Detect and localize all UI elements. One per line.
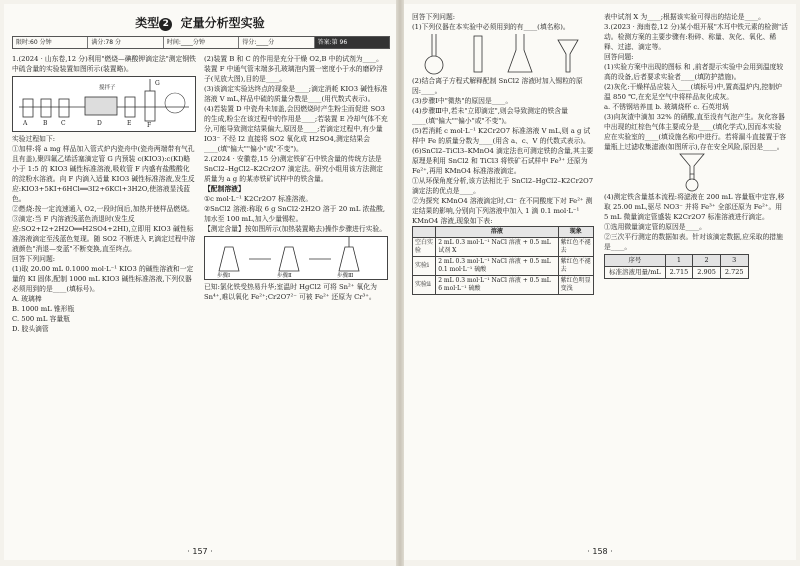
q2-s1: (1)下列仪器在本实验中必须用到的有____(填名称)。 [412,23,570,31]
table-cell: 紫红色明显变浅 [558,276,593,295]
q2-answer-title: 回答下列问题: [412,13,456,21]
label-b: B [43,120,48,127]
table-cell: 实验ⅱ [413,276,436,295]
glassware-figure [412,32,594,76]
glassware-diagram [412,32,594,76]
q2-s6b: ②为探究 KMnO4 溶液滴定时,Cl⁻ 在不同酸度下对 Fe²⁺ 测定结果的影响,分别向下列溶液中加入 1 滴 0.1 mol·L⁻¹ KMnO4 溶液,现象如下表: [412,197,593,225]
section-number-badge: 2 [159,18,172,31]
label-g: G [155,80,160,87]
page-number-right: · 158 · [587,547,613,556]
score: 得分:____分 [239,37,314,48]
q3-t2: (2)灰化:干燥样品应装入____(填标号)中,置高温炉内,控制炉温 850 ℃,在充足空气中将样品灰化成灰。 [604,83,782,101]
table-row [413,276,594,295]
table-cell: 紫红色不褪去 [558,238,593,257]
data-cell: 2.715 [665,267,693,279]
answer-ref: 答案:第 96 [315,37,389,48]
q3-t4: (4)测定铁含量基本流程:将滤液在 200 mL 容量瓶中定容,移取 25.00 mL,驱尽 NO3⁻ 并将 Fe³⁺ 全部还原为 Fe²⁺。用 5 mL 微量滴定管盛装 K2Cr2O7 标准溶液进行滴定。 [604,193,785,221]
time-used: 时间:____分钟 [164,37,239,48]
q3-t4a: ①选用微量滴定管的原因是____。 [604,223,706,231]
titration-data-table [604,254,749,279]
table-cell: 实验ⅰ [413,257,436,276]
steps-diagram [205,237,387,279]
q3-answer-title: 回答问题: [604,53,634,61]
data-header-cell: 2 [693,255,721,267]
q3-t4b: ②三次平行测定的数据如表。针对该滴定数据,应采取的措施是____。 [604,233,783,251]
prep-title: 【配制溶液】 [204,185,245,193]
table-cell: 紫红色不褪去 [558,257,593,276]
step-1: ①加样:将 a mg 样品加入管式炉内瓷舟中(瓷舟两端带有气孔且有盖),聚四氟乙烯活塞滴定管 G 内预装 c(KIO3):c(KI)略小于 1:5 的 KIO3 碱性标准溶液,吸收管 F 内盛有盐酸酸化的淀粉水溶液。向 F 内滴入适量 KIO3 碱性标准溶液,发生反应:KIO3+5KI+6HCl══3I2+6KCl+3H2O,使溶液显浅蓝色。 [12,145,195,203]
experiment-table [412,226,594,295]
data-header-row [605,255,749,267]
q2-s4: (4)步骤Ⅲ中,若未"立即滴定",则会导致测定的铁含量____(填"偏大""偏小"或"不变")。 [412,107,568,125]
right-column-1 [412,12,594,295]
right-page [404,4,796,560]
q3-header: 3.(2023 · 海南卷,12 分)某小组开展"木耳中铁元素的检测"活动。检测方案的主要步骤有:粉碎、称量、灰化、氧化、稀释、过滤、滴定等。 [604,23,788,51]
label-c: C [61,120,66,127]
table-cell: 2 mL 0.3 mol·L⁻¹ NaCl 溶液 + 0.5 mL 试剂 X [436,238,558,257]
combustion-apparatus-figure [12,76,196,132]
steps-title: 实验过程如下: [12,135,56,143]
titration-steps-figure [204,236,388,280]
q3-t3: (3)向灰渣中滴加 32% 的硝酸,直至没有气泡产生。灰化容器中出现的红棕色气体主要成分是____(填化学式),因而本实验应在实验室的____(填设施名称)中进行。若将漏斗直接置于容量瓶上过滤收集滤液(如图所示),存在安全风险,原因是____。 [604,113,787,151]
data-header-cell: 3 [720,255,748,267]
data-cell: 2.905 [693,267,721,279]
step-label-2: 步骤Ⅱ [277,273,292,279]
funnel-flask-diagram [604,152,788,192]
data-header-cell: 序号 [605,255,666,267]
step-label-1: 步骤Ⅰ [217,273,231,279]
q1-header: 1.(2024 · 山东卷,12 分)利用"燃烧—碘酸钾滴定法"测定钢铁中硫含量的实验装置如图所示(装置略)。 [12,55,196,73]
left-page [4,4,396,560]
q1-sub3: (3)该滴定实验达终点的现象是____;滴定消耗 KIO3 碱性标准溶液 V mL,样品中硫的质量分数是____(用代数式表示)。 [204,85,388,103]
step-label-3: 步骤Ⅲ [337,273,354,279]
table-row [413,257,594,276]
table-cell: 2 mL 0.3 mol·L⁻¹ NaCl 溶液 + 0.5 mL 6 mol·L⁻¹ 硫酸 [436,276,558,295]
table-cell: 空白实验 [413,238,436,257]
right-column-2 [604,12,788,279]
exercise-meta-bar [12,36,390,49]
option-d: D. 胶头滴管 [12,325,49,333]
data-row [605,267,749,279]
time-limit: 限时:60 分钟 [13,37,88,48]
measure-title: 【测定含量】按如图所示(加热装置略去)操作步骤进行实验。 [204,225,387,233]
table-header-cell: 现象 [558,227,593,238]
left-column-2 [204,54,388,302]
step-3: ③滴定:当 F 内溶液浅蓝色消退时(发生反应:SO2+I2+2H2O══H2SO4+2HI),立即用 KIO3 碱性标准溶液滴定至浅蓝色复现。随 SO2 不断进入 F,滴定过程中溶液颜色"消退—变蓝"不断变换,直至终点。 [12,215,196,253]
q2-s2: (2)结合离子方程式解释配制 SnCl2 溶液时加入锡粒的原因:____。 [412,77,583,95]
prep-1: ①c mol·L⁻¹ K2Cr2O7 标准溶液。 [204,195,313,203]
data-cell: 标准溶液用量/mL [605,267,666,279]
known-info: 已知:氯化铁受热易升华;室温时 HgCl2 可将 Sn²⁺ 氧化为 Sn⁴⁺,难以氧化 Fe²⁺;Cr2O7²⁻ 可被 Fe²⁺ 还原为 Cr³⁺。 [204,283,377,301]
step-2: ②燃烧:按一定流速通入 O2,一段时间后,加热并使样品燃烧。 [12,205,194,213]
page-number-left: · 157 · [187,547,213,556]
option-b: B. 1000 mL 锥形瓶 [12,305,75,313]
section-title: 类型 2 定量分析型实验 [135,16,265,30]
option-c: C. 500 mL 容量瓶 [12,315,70,323]
label-a: A [23,120,28,127]
q1-sub4: (4)若装置 D 中瓷舟未加盖,会因燃烧时产生粉尘而促进 SO3 的生成,粉尘在该过程中的作用是____;若装置 E 冷却气体不充分,可能导致测定结果偏大,原因是____;若滴定过程中,有少量 IO3⁻ 不经 I2 直接将 SO2 氧化成 H2SO4,测定结果会____(填"偏大""偏小"或"不变")。 [204,105,388,153]
q2-s6a: ①从环保角度分析,该方法相比于 SnCl2–HgCl2–K2Cr2O7 滴定法的优点是____。 [412,177,594,195]
left-column-1 [12,54,196,334]
answer-title: 回答下列问题: [12,255,56,263]
prep-2: ②SnCl2 溶液:称取 6 g SnCl2·2H2O 溶于 20 mL 浓盐酸,加水至 100 mL,加入少量锡粒。 [204,205,386,223]
table-row [413,238,594,257]
table-cell: 2 mL 0.3 mol·L⁻¹ NaCl 溶液 + 0.5 mL 0.1 mol·L⁻¹ 硫酸 [436,257,558,276]
q2-s5: (5)若消耗 c mol·L⁻¹ K2Cr2O7 标准溶液 V mL,则 a g 试样中 Fe 的质量分数为____(用含 a、c、V 的代数式表示)。 [412,127,591,145]
figure-caption: 搅拌子 [99,85,116,91]
table-header-row [413,227,594,238]
label-d: D [97,120,102,127]
data-header-cell: 1 [665,255,693,267]
label-f: F [147,122,152,129]
label-e: E [127,120,132,127]
option-a: A. 玻璃棒 [12,295,42,303]
full-score: 满分:78 分 [88,37,163,48]
q2-header: 2.(2024 · 安徽卷,15 分)测定铁矿石中铁含量的传统方法是 SnCl2–HgCl2–K2Cr2O7 滴定法。研究小组用该方法测定质量为 a g 的某赤铁矿试样中的铁含量。 [204,155,383,183]
q1-sub2: (2)装置 B 和 C 的作用是充分干燥 O2,B 中的试剂为____。装置 F 中通气管末端多孔玻璃泡内置一密度小于水的磨砂浮子(见放大图),目的是____。 [204,55,383,83]
q3-t1: (1)实验方案中出现的图标 和 ,前者提示实验中会用到温度较高的设备,后者要求实验者____(填防护措施)。 [604,63,784,81]
table-header-cell: 溶液 [436,227,558,238]
book-gutter [396,0,404,566]
q2-s3: (3)步骤Ⅰ中"微热"的原因是____。 [412,97,513,105]
q1-sub1: (1)取 20.00 mL 0.1000 mol·L⁻¹ KIO3 的碱性溶液和一定量的 KI 固体,配制 1000 mL KIO3 碱性标准溶液,下列仪器必须用到的是____(填标号)。 [12,265,194,293]
q2-s6: (6)SnCl2–TiCl3–KMnO4 滴定法也可测定铁的含量,其主要原理是利用 SnCl2 和 TiCl3 将铁矿石试样中 Fe³⁺ 还原为 Fe²⁺,再用 KMnO4 标准溶液滴定。 [412,147,594,175]
q2-s6c: 表中试剂 X 为____;根据该实验可得出的结论是____。 [604,13,765,21]
q3-t2-options: a. 不锈钢培养皿 b. 玻璃烧杯 c. 石英坩埚 [604,103,729,111]
data-cell: 2.725 [720,267,748,279]
filtration-figure [604,152,788,192]
table-header-cell [413,227,436,238]
